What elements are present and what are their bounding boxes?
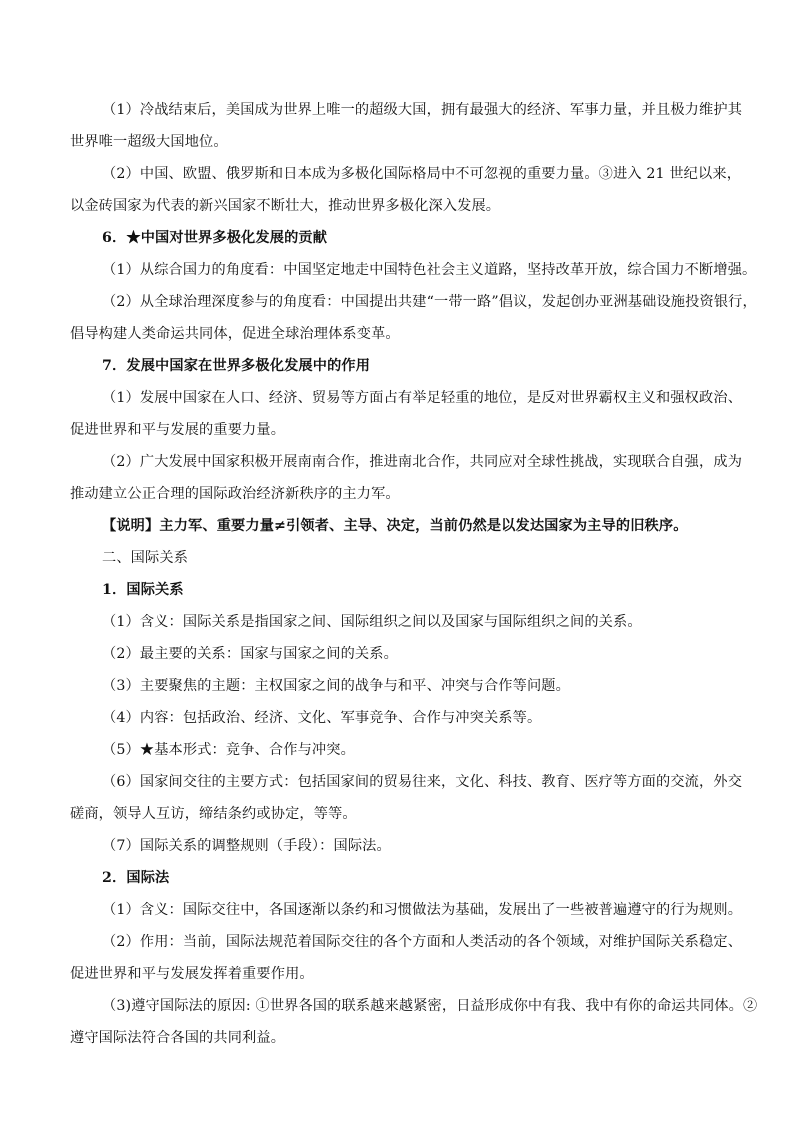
list-item-basic-forms: （5）★基本形式：竞争、合作与冲突。 — [102, 742, 355, 758]
list-item-adjustment-rules: （7）国际关系的调整规则（手段）：国际法。 — [102, 838, 391, 854]
paragraph-south-south-line2: 推动建立公正合理的国际政治经济新秩序的主力军。 — [70, 486, 400, 502]
paragraph-global-governance-line1: （2）从全球治理深度参与的角度看：中国提出共建“一带一路”倡议，发起创办亚洲基础设施投资银行， — [102, 294, 757, 310]
list-item-law-reasons-line2: 遵守国际法符合各国的共同利益。 — [70, 1030, 286, 1046]
list-item-exchange-modes-line1: （6）国家间交往的主要方式：包括国家间的贸易往来，文化、科技、教育、医疗等方面的交流，外交 — [102, 774, 743, 790]
paragraph-developing-role-line1: （1）发展中国家在人口、经济、贸易等方面占有举足轻重的地位，是反对世界霸权主义和强权政治、 — [102, 390, 743, 406]
list-item-content: （4）内容：包括政治、经济、文化、军事竞争、合作与冲突关系等。 — [102, 710, 542, 726]
paragraph-major-powers-line2: 以金砖国家为代表的新兴国家不断壮大，推动世界多极化深入发展。 — [70, 198, 501, 214]
section-heading-developing-countries: 7．发展中国家在世界多极化发展中的作用 — [102, 358, 371, 374]
list-item-law-function-line1: （2）作用：当前，国际法规范着国际交往的各个方面和人类活动的各个领域，对维护国际关系稳定、 — [102, 934, 743, 950]
list-item-definition: （1）含义：国际关系是指国家之间、国际组织之间以及国家与国际组织之间的关系。 — [102, 614, 642, 630]
list-item-main-theme: （3）主要聚焦的主题：主权国家之间的战争与和平、冲突与合作等问题。 — [102, 678, 570, 694]
list-item-main-relation: （2）最主要的关系：国家与国家之间的关系。 — [102, 646, 398, 662]
list-item-law-definition: （1）含义：国际交往中，各国逐渐以条约和习惯做法为基础，发展出了一些被普遍遵守的行为规则。 — [102, 902, 743, 918]
list-item-law-function-line2: 促进世界和平与发展发挥着重要作用。 — [70, 966, 314, 982]
paragraph-developing-role-line2: 促进世界和平与发展的重要力量。 — [70, 422, 286, 438]
subheading-international-law: 2．国际法 — [102, 870, 170, 886]
paragraph-us-superpower-line1: （1）冷战结束后，美国成为世界上唯一的超级大国，拥有最强大的经济、军事力量，并且极力维护其 — [102, 102, 743, 118]
paragraph-major-powers-line1: （2）中国、欧盟、俄罗斯和日本成为多极化国际格局中不可忽视的重要力量。③进入 21 世纪以来， — [102, 166, 742, 182]
note-explanation: 【说明】主力军、重要力量≠引领者、主导、决定，当前仍然是以发达国家为主导的旧秩序。 — [102, 518, 688, 534]
paragraph-south-south-line1: （2）广大发展中国家积极开展南南合作，推进南北合作，共同应对全球性挑战，实现联合自强，成为 — [102, 454, 743, 470]
paragraph-us-superpower-line2: 世界唯一超级大国地位。 — [70, 134, 228, 150]
section-heading-china-contribution: 6．★中国对世界多极化发展的贡献 — [102, 230, 328, 246]
subheading-international-relations: 1．国际关系 — [102, 582, 184, 598]
part-heading-international-relations: 二、国际关系 — [102, 550, 189, 566]
list-item-law-reasons-line1: （3)遵守国际法的原因: ①世界各国的联系越来越紧密，日益形成你中有我、我中有你的命运共同体。② — [102, 998, 758, 1014]
list-item-exchange-modes-line2: 磋商，领导人互访，缔结条约或协定，等等。 — [70, 806, 357, 822]
paragraph-comprehensive-strength: （1）从综合国力的角度看：中国坚定地走中国特色社会主义道路，坚持改革开放，综合国力不断增强。 — [102, 262, 757, 278]
paragraph-global-governance-line2: 倡导构建人类命运共同体，促进全球治理体系变革。 — [70, 326, 400, 342]
